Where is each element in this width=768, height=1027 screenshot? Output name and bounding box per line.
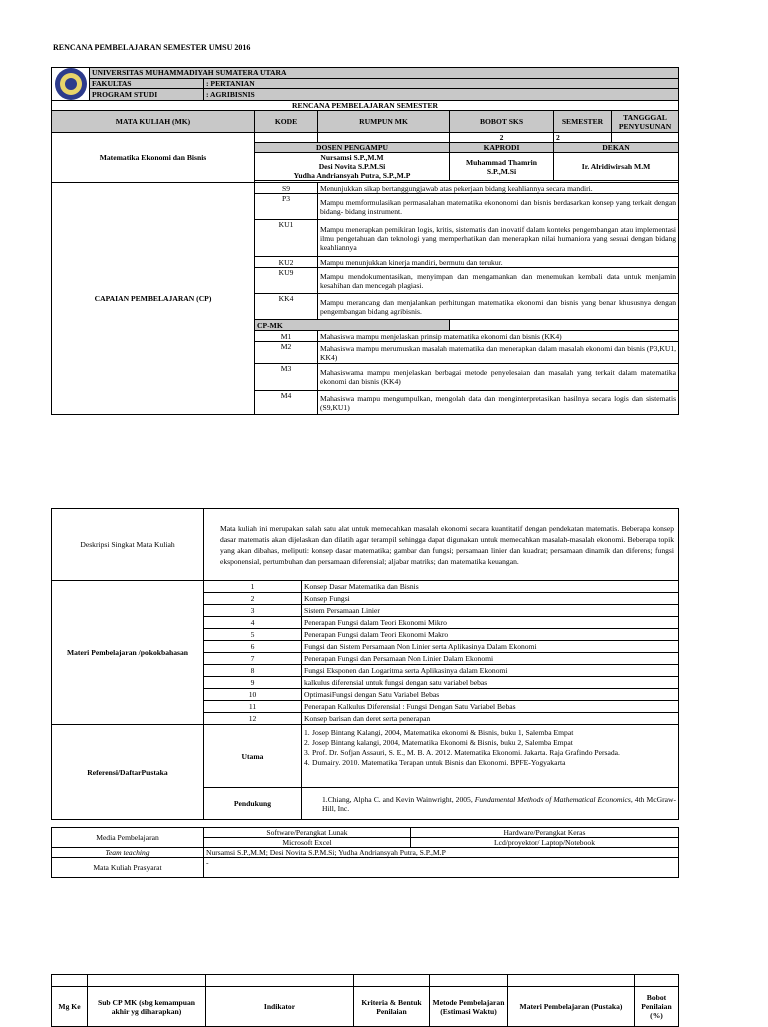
- cpmk-label-spacer: [450, 320, 679, 331]
- materi-label: Materi Pembelajaran /pokokbahasan: [52, 581, 204, 725]
- col-mg-ke: Mg Ke: [52, 987, 88, 1027]
- semester-value: 2: [554, 133, 612, 143]
- col-kode: KODE: [255, 111, 318, 133]
- cp-label: CAPAIAN PEMBELAJARAN (CP): [52, 183, 255, 415]
- prasyarat-value: -: [204, 858, 679, 878]
- referensi-item: [304, 738, 676, 747]
- cpmk-text: Mahasiswa mampu merumuskan masalah matematika dan menerapkan dalam masalah ekonomi dan bisnis (P3,KU1, KK4): [318, 342, 679, 364]
- cpmk-text: Mahasiswama mampu menjelaskan berbagai metode penyelesaian dan masalah yang terkait dalam matematika ekonomi dan bisnis (KK4): [318, 364, 679, 391]
- university-logo: [55, 68, 87, 100]
- cp-text: Mampu menerapkan pemikiran logis, kritis, sistematis dan inovatif dalam konteks pengembangan atau implementasi ilmu pengetahuan dan teknologi yang memperhatikan dan menerapkan nilai humaniora yang sesuai dengan bidang keahliannya: [318, 220, 679, 257]
- deskripsi-text: Mata kuliah ini merupakan salah satu alat untuk memecahkan masalah ekonomi secara kuantitatif dengan pendekatan matematis. Beberapa konsep dasar matematis akan dijelaskan dan dilatih agar terampil sehingga dapat digunakan untuk memecahkan masalah-masalah ekonomi. Beberapa topik yang akan dibahas, meliputi: konsep dasar matematika; gambar dan fungsi; persamaan linier dan kuadrat; persamaan dinamik dan diferens; fungsi eksponensial, pertumbuhan dan persamaan diferensial; aljabar matriks; dan matematika keuangan.: [204, 509, 679, 581]
- referensi-item: [304, 748, 676, 757]
- cp-text: Mampu merancang dan menjalankan perhitungan matematika ekonomi dan bisnis yang benar khususnya dengan pengembangan bidang agribisnis.: [318, 294, 679, 320]
- materi-text: kalkulus diferensial untuk fungsi dengan satu variabel bebas: [302, 677, 679, 689]
- bobot-value: 2: [450, 133, 554, 143]
- cp-code: KK4: [255, 294, 318, 320]
- materi-text: Konsep barisan dan deret serta penerapan: [302, 713, 679, 725]
- col-materi: Materi Pembelajaran (Pustaka): [508, 987, 635, 1027]
- cpmk-code: M3: [255, 364, 318, 391]
- rps-title: RENCANA PEMBELAJARAN SEMESTER: [52, 101, 679, 111]
- materi-no: 7: [204, 653, 302, 665]
- kode-value: [255, 133, 318, 143]
- faculty-value: : PERTANIAN: [204, 78, 679, 89]
- pendukung-pre: 1.Chiang, Alpha C. and Kevin Wainwright, 2005,: [322, 794, 475, 804]
- materi-text: Penerapan Fungsi dalam Teori Ekonomi Makro: [302, 629, 679, 641]
- col-indikator: Indikator: [206, 987, 354, 1027]
- dosen-label: DOSEN PENGAMPU: [255, 143, 450, 153]
- materi-text: Fungsi dan Sistem Persamaan Non Linier serta Aplikasinya Dalam Ekonomi: [302, 641, 679, 653]
- materi-no: 9: [204, 677, 302, 689]
- schedule-empty: [430, 975, 508, 987]
- col-bobot: BOBOT SKS: [450, 111, 554, 133]
- dosen-name: Nursamsi S.P.,M.M: [320, 153, 384, 162]
- software-label: Software/Perangkat Lunak: [204, 828, 411, 838]
- col-tanggal: TANGGGAL PENYUSUNAN: [612, 111, 679, 133]
- software-value: Microsoft Excel: [204, 838, 411, 848]
- rumpun-value: [318, 133, 450, 143]
- dekan-label: DEKAN: [554, 143, 679, 153]
- dosen-name: Yudha Andriansyah Putra, S.P.,M.P: [293, 171, 411, 180]
- col-mata-kuliah: MATA KULIAH (MK): [52, 111, 255, 133]
- referensi-pendukung-label: Pendukung: [204, 788, 302, 820]
- program-label: PROGRAM STUDI: [90, 89, 204, 101]
- ref-number: 2.: [304, 738, 310, 747]
- materi-text: Penerapan Kalkulus Diferensial : Fungsi Dengan Satu Variabel Bebas: [302, 701, 679, 713]
- materi-no: 11: [204, 701, 302, 713]
- materi-no: 8: [204, 665, 302, 677]
- ref-text: Josep Bintang Kalangi, 2004, Matematika ekonomi & Bisnis, buku 1, Salemba Empat: [312, 728, 574, 737]
- program-value: : AGRIBISNIS: [204, 89, 679, 101]
- materi-no: 10: [204, 689, 302, 701]
- referensi-pendukung-text: [302, 788, 679, 820]
- materi-no: 5: [204, 629, 302, 641]
- kaprodi-label: KAPRODI: [450, 143, 554, 153]
- materi-text: Penerapan Fungsi dalam Teori Ekonomi Mikro: [302, 617, 679, 629]
- hardware-label: Hardware/Perangkat Keras: [411, 828, 679, 838]
- course-name: Matematika Ekonomi dan Bisnis: [52, 133, 255, 183]
- materi-no: 4: [204, 617, 302, 629]
- referensi-utama-label: Utama: [204, 725, 302, 788]
- schedule-empty: [508, 975, 635, 987]
- tanggal-value: [612, 133, 679, 143]
- materi-no: 6: [204, 641, 302, 653]
- pendukung-post: , 4th McGraw-Hill, Inc.: [322, 794, 677, 813]
- ref-text: Prof. Dr. Sofjan Assauri, S. E., M. B. A. 2012. Matematika Ekonomi. Jakarta. Raja Grafindo Persada.: [312, 748, 620, 757]
- ref-number: 1.: [304, 728, 310, 737]
- schedule-empty: [88, 975, 206, 987]
- referensi-item: [304, 728, 676, 737]
- team-teaching-label: Team teaching: [52, 848, 204, 858]
- cp-code: KU1: [255, 220, 318, 257]
- referensi-item: [304, 758, 676, 767]
- dekan-name: Ir. Alridiwirsah M.M: [554, 153, 679, 181]
- materi-no: 3: [204, 605, 302, 617]
- cp-code: KU9: [255, 268, 318, 294]
- schedule-table: [51, 974, 679, 1027]
- cpmk-text: Mahasiswa mampu mengumpulkan, mengolah data dan menginterpretasikan hasilnya secara logis dan sistematis (S9,KU1): [318, 391, 679, 415]
- materi-text: Konsep Dasar Matematika dan Bisnis: [302, 581, 679, 593]
- referensi-utama-list: [302, 725, 679, 788]
- materi-no: 2: [204, 593, 302, 605]
- cp-text: Mampu memformulasikan permasalahan matematika ekononomi dan bisnis berdasarkan konsep yang terkait dengan bidang- bidang instrument.: [318, 194, 679, 220]
- team-teaching-value: Nursamsi S.P.,M.M; Desi Novita S.P.M.Si; Yudha Andriansyah Putra, S.P.,M.P: [204, 848, 679, 858]
- materi-no: 12: [204, 713, 302, 725]
- col-metode: Metode Pembelajaran (Estimasi Waktu): [430, 987, 508, 1027]
- col-rumpun: RUMPUN MK: [318, 111, 450, 133]
- cpmk-code: M2: [255, 342, 318, 364]
- university-name: UNIVERSITAS MUHAMMADIYAH SUMATERA UTARA: [90, 68, 679, 79]
- cp-text: Mampu menunjukkan kinerja mandiri, bermutu dan terukur.: [318, 257, 679, 268]
- materi-text: OptimasiFungsi dengan Satu Variabel Bebas: [302, 689, 679, 701]
- referensi-label: Referensi/DaftarPustaka: [52, 725, 204, 820]
- media-table: [51, 827, 679, 878]
- cp-code: KU2: [255, 257, 318, 268]
- cp-code: S9: [255, 183, 318, 194]
- cp-text: Mampu mendokumentasikan, menyimpan dan mengamankan dan menemukan kembali data untuk menjamin kesahihan dan mencegah plagiasi.: [318, 268, 679, 294]
- col-bobot-penilaian: Bobot Penilaian (%): [635, 987, 679, 1027]
- materi-text: Fungsi Eksponen dan Logaritma serta Aplikasinya dalam Ekonomi: [302, 665, 679, 677]
- schedule-empty: [354, 975, 430, 987]
- kaprodi-name: Muhammad Thamrin S.P.,M.Si: [450, 153, 554, 181]
- course-details-table: [51, 508, 679, 820]
- schedule-empty: [52, 975, 88, 987]
- cp-text: Menunjukkan sikap bertanggungjawab atas pekerjaan bidang keahliannya secara mandiri.: [318, 183, 679, 194]
- faculty-label: FAKULTAS: [90, 78, 204, 89]
- dosen-names: [255, 153, 450, 181]
- schedule-empty: [206, 975, 354, 987]
- materi-text: Sistem Persamaan Linier: [302, 605, 679, 617]
- rps-header-table: [51, 67, 679, 415]
- materi-text: Konsep Fungsi: [302, 593, 679, 605]
- hardware-value: Lcd/proyektor/ Laptop/Notebook: [411, 838, 679, 848]
- cpmk-code: M1: [255, 331, 318, 342]
- cpmk-label: CP-MK: [255, 320, 450, 331]
- document-title: RENCANA PEMBELAJARAN SEMESTER UMSU 2016: [53, 43, 251, 52]
- ref-text: Dumairy. 2010. Matematika Terapan untuk Bisnis dan Ekonomi. BPFE-Yogyakarta: [312, 758, 566, 767]
- materi-no: 1: [204, 581, 302, 593]
- cpmk-code: M4: [255, 391, 318, 415]
- media-label: Media Pembelajaran: [52, 828, 204, 848]
- ref-number: 4.: [304, 758, 310, 767]
- prasyarat-label: Mata Kuliah Prasyarat: [52, 858, 204, 878]
- col-kriteria: Kriteria & Bentuk Penilaian: [354, 987, 430, 1027]
- col-sub-cp: Sub CP MK (sbg kemampuan akhir yg diharapkan): [88, 987, 206, 1027]
- university-logo-cell: [52, 68, 90, 101]
- schedule-empty: [635, 975, 679, 987]
- ref-number: 3.: [304, 748, 310, 757]
- ref-text: Josep Bintang kalangi, 2004, Matematika Ekonomi & Bisnis, buku 2, Salemba Empat: [312, 738, 573, 747]
- cpmk-text: Mahasiswa mampu menjelaskan prinsip matematika ekonomi dan bisnis (KK4): [318, 331, 679, 342]
- materi-text: Penerapan Fungsi dan Persamaan Non Linier Dalam Ekonomi: [302, 653, 679, 665]
- pendukung-title: Fundamental Methods of Mathematical Economics: [474, 794, 631, 804]
- col-semester: SEMESTER: [554, 111, 612, 133]
- dosen-name: Desi Novita S.P.M.Si: [318, 162, 386, 171]
- deskripsi-label: Deskripsi Singkat Mata Kuliah: [52, 509, 204, 581]
- cp-code: P3: [255, 194, 318, 220]
